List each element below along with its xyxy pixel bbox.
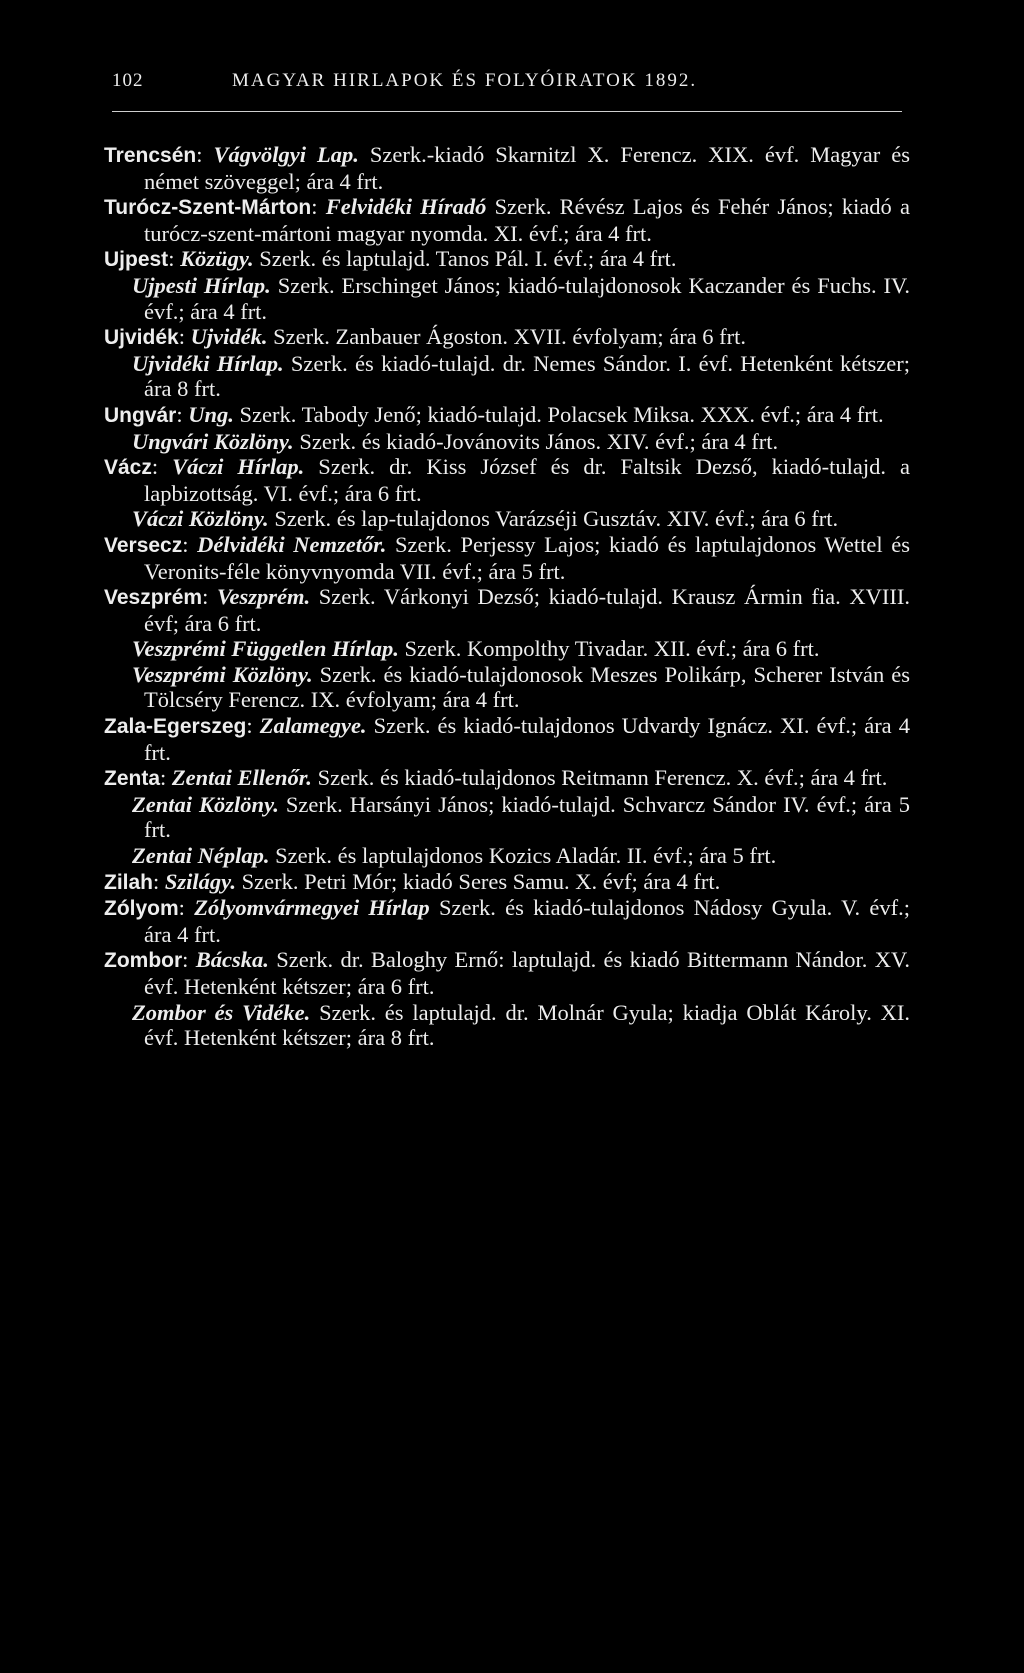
paper-title: Felvidéki Híradó bbox=[325, 194, 487, 220]
city-name: Ujpest bbox=[104, 248, 169, 272]
directory-subentry bbox=[104, 273, 910, 324]
directory-entries bbox=[104, 142, 910, 1051]
directory-entry: Zombor: Bácska. Szerk. dr. Baloghy Ernő: laptulajd. és kiadó Bittermann Nándor. XV. évf. Hetenként kétszer; ára 6 frt. bbox=[104, 947, 910, 999]
paper-title: Ung. bbox=[188, 401, 234, 427]
paper-title: Ujpesti Hírlap. bbox=[132, 272, 271, 298]
paper-title: Zentai Ellenőr. bbox=[171, 765, 312, 791]
directory-entry: Turócz-Szent-Márton: Felvidéki Híradó Szerk. Révész Lajos és Fehér János; kiadó a turócz-szent-mártoni magyar nyomda. XI. évf.; ára 4 frt. bbox=[104, 194, 910, 246]
entry-details: Szerk. Petri Mór; kiadó Seres Samu. X. évf; ára 4 frt. bbox=[235, 868, 721, 894]
entry-details: Szerk. Kompolthy Tivadar. XII. évf.; ára 6 frt. bbox=[398, 636, 820, 662]
city-name: Turócz-Szent-Márton bbox=[104, 196, 312, 220]
paper-title: Közügy. bbox=[180, 246, 254, 272]
paper-title: Zombor és Vidéke. bbox=[132, 999, 311, 1025]
directory-subentry bbox=[104, 429, 910, 455]
paper-title: Szilágy. bbox=[164, 868, 236, 894]
paper-title: Ujvidék. bbox=[190, 324, 268, 350]
paper-title: Veszprémi Közlöny. bbox=[132, 661, 313, 687]
directory-subentry bbox=[104, 662, 910, 713]
entry-details: Szerk. Révész Lajos és Fehér János; kiadó a turócz-szent-mártoni magyar nyomda. XI. évf.; ára 4 frt. bbox=[144, 194, 910, 246]
entry-details: Szerk. Perjessy Lajos; kiadó és laptulajdonos Wettel és Veronits-féle könyvnyomda VII. évf.; ára 5 frt. bbox=[144, 531, 910, 584]
entry-details: Szerk. és laptulajd. Tanos Pál. I. évf.; ára 4 frt. bbox=[253, 246, 677, 272]
city-name: Ujvidék bbox=[104, 326, 179, 350]
entry-details: Szerk. és kiadó-Jovánovits János. XIV. évf.; ára 4 frt. bbox=[293, 428, 779, 454]
directory-entry: Veszprém: Veszprém. Szerk. Várkonyi Dezső; kiadó-tulajd. Krausz Ármin fia. XVIII. évf; ára 6 frt. bbox=[104, 584, 910, 636]
paper-title: Váczi Hírlap. bbox=[172, 454, 305, 480]
entry-details: Szerk. Tabody Jenő; kiadó-tulajd. Polacsek Miksa. XXX. évf.; ára 4 frt. bbox=[233, 401, 884, 427]
directory-subentry bbox=[104, 636, 910, 662]
directory-entry: Ujpest: Közügy. Szerk. és laptulajd. Tanos Pál. I. évf.; ára 4 frt. bbox=[104, 246, 677, 272]
city-name: Zenta bbox=[104, 767, 161, 791]
city-name: Zilah bbox=[104, 870, 154, 894]
entry-details: Szerk. dr. Kiss József és dr. Faltsik Dezső, kiadó-tulajd. a lapbizottság. VI. évf.; ára 6 frt. bbox=[144, 454, 910, 506]
directory-subentry bbox=[104, 506, 910, 532]
paper-title: Bácska. bbox=[195, 947, 269, 973]
paper-title: Ungvári Közlöny. bbox=[132, 428, 294, 454]
entry-details: Szerk. és kiadó-tulajdonos Udvardy Ignácz. XI. évf.; ára 4 frt. bbox=[144, 713, 910, 765]
entry-details: Szerk. és laptulajdonos Kozics Aladár. II. évf.; ára 5 frt. bbox=[269, 843, 777, 869]
entry-details: Szerk. Erschinget János; kiadó-tulajdonosok Kaczander és Fuchs. IV. évf.; ára 4 frt. bbox=[144, 272, 910, 324]
running-title: MAGYAR HIRLAPOK ÉS FOLYÓIRATOK 1892. bbox=[232, 70, 698, 91]
entry-details: Szerk. és kiadó-tulajdonos Nádosy Gyula. V. évf.; ára 4 frt. bbox=[144, 895, 910, 947]
directory-entry: Versecz: Délvidéki Nemzetőr. Szerk. Perjessy Lajos; kiadó és laptulajdonos Wettel és Veronits-féle könyvnyomda VII. évf.; ára 5 frt. bbox=[104, 531, 910, 584]
directory-entry: Ujvidék: Ujvidék. Szerk. Zanbauer Ágoston. XVII. évfolyam; ára 6 frt. bbox=[104, 324, 747, 350]
directory-subentry bbox=[104, 843, 910, 869]
entry-details: Szerk. és kiadó-tulajdonosok Meszes Polikárp, Scherer István és Tölcséry Ferencz. IX. évfolyam; ára 4 frt. bbox=[144, 661, 910, 713]
paper-title: Veszprém. bbox=[216, 584, 311, 610]
directory-subentry bbox=[104, 351, 910, 402]
city-name: Versecz bbox=[104, 533, 183, 557]
city-name: Ungvár bbox=[104, 403, 177, 427]
directory-entry: Zilah: Szilágy. Szerk. Petri Mór; kiadó Seres Samu. X. évf; ára 4 frt. bbox=[104, 868, 721, 894]
city-name: Vácz bbox=[104, 456, 152, 480]
city-name: Trencsén bbox=[104, 144, 197, 167]
entry-details: Szerk. Várkonyi Dezső; kiadó-tulajd. Krausz Ármin fia. XVIII. évf; ára 6 frt. bbox=[144, 584, 910, 636]
entry-details: Szerk. és kiadó-tulajd. dr. Nemes Sándor. I. évf. Hetenként kétszer; ára 8 frt. bbox=[144, 350, 910, 402]
paper-title: Vágvölgyi Lap. bbox=[213, 142, 359, 167]
running-header bbox=[112, 70, 912, 92]
header-rule bbox=[112, 111, 902, 112]
paper-title: Zentai Néplap. bbox=[132, 843, 270, 869]
entry-details: Szerk. dr. Baloghy Ernő: laptulajd. és kiadó Bittermann Nándor. XV. évf. Hetenként kétszer; ára 6 frt. bbox=[144, 947, 910, 999]
directory-subentry bbox=[104, 1000, 910, 1051]
directory-subentry bbox=[104, 792, 910, 843]
city-name: Veszprém bbox=[104, 586, 203, 610]
directory-entry: Ungvár: Ung. Szerk. Tabody Jenő; kiadó-tulajd. Polacsek Miksa. XXX. évf.; ára 4 frt. bbox=[104, 401, 884, 427]
paper-title: Zólyomvármegyei Hírlap bbox=[194, 895, 430, 921]
directory-entry: Zenta: Zentai Ellenőr. Szerk. és kiadó-tulajdonos Reitmann Ferencz. X. évf.; ára 4 frt. bbox=[104, 765, 888, 791]
page-number: 102 bbox=[112, 70, 144, 91]
entry-details: Szerk. és lap-tulajdonos Varázséji Gusztáv. XIV. évf.; ára 6 frt. bbox=[268, 506, 839, 532]
entry-details: Szerk. és laptulajd. dr. Molnár Gyula; kiadja Oblát Károly. XI. évf. Hetenként kétszer; ára 8 frt. bbox=[144, 999, 911, 1051]
paper-title: Váczi Közlöny. bbox=[132, 506, 269, 532]
directory-entry: Zala-Egerszeg: Zalamegye. Szerk. és kiadó-tulajdonos Udvardy Ignácz. XI. évf.; ára 4 frt. bbox=[104, 713, 910, 765]
paper-title: Ujvidéki Hírlap. bbox=[132, 350, 284, 376]
directory-entry: Vácz: Váczi Hírlap. Szerk. dr. Kiss József és dr. Faltsik Dezső, kiadó-tulajd. a lapbizottság. VI. évf.; ára 6 frt. bbox=[104, 454, 910, 506]
city-name: Zala-Egerszeg bbox=[104, 715, 247, 739]
paper-title: Zalamegye. bbox=[259, 713, 367, 739]
entry-details: Szerk. Zanbauer Ágoston. XVII. évfolyam; ára 6 frt. bbox=[267, 324, 747, 350]
city-name: Zombor bbox=[104, 949, 183, 973]
entry-details: Szerk. Harsányi János; kiadó-tulajd. Schvarcz Sándor IV. évf.; ára 5 frt. bbox=[144, 791, 910, 843]
paper-title: Délvidéki Nemzetőr. bbox=[197, 531, 387, 557]
paper-title: Veszprémi Független Hírlap. bbox=[132, 636, 399, 662]
entry-details: Szerk. és kiadó-tulajdonos Reitmann Ferencz. X. évf.; ára 4 frt. bbox=[311, 765, 888, 791]
city-name: Zólyom bbox=[104, 897, 179, 921]
entry-details: Szerk.-kiadó Skarnitzl X. Ferencz. XIX. évf. Magyar és német szöveggel; ára 4 frt. bbox=[144, 142, 910, 194]
directory-entry: Zólyom: Zólyomvármegyei Hírlap Szerk. és kiadó-tulajdonos Nádosy Gyula. V. évf.; ára 4 frt. bbox=[104, 895, 910, 947]
directory-entry: Trencsén: Vágvölgyi Lap. Szerk.-kiadó Skarnitzl X. Ferencz. XIX. évf. Magyar és német szöveggel; ára 4 frt. bbox=[104, 142, 910, 194]
paper-title: Zentai Közlöny. bbox=[132, 791, 279, 817]
